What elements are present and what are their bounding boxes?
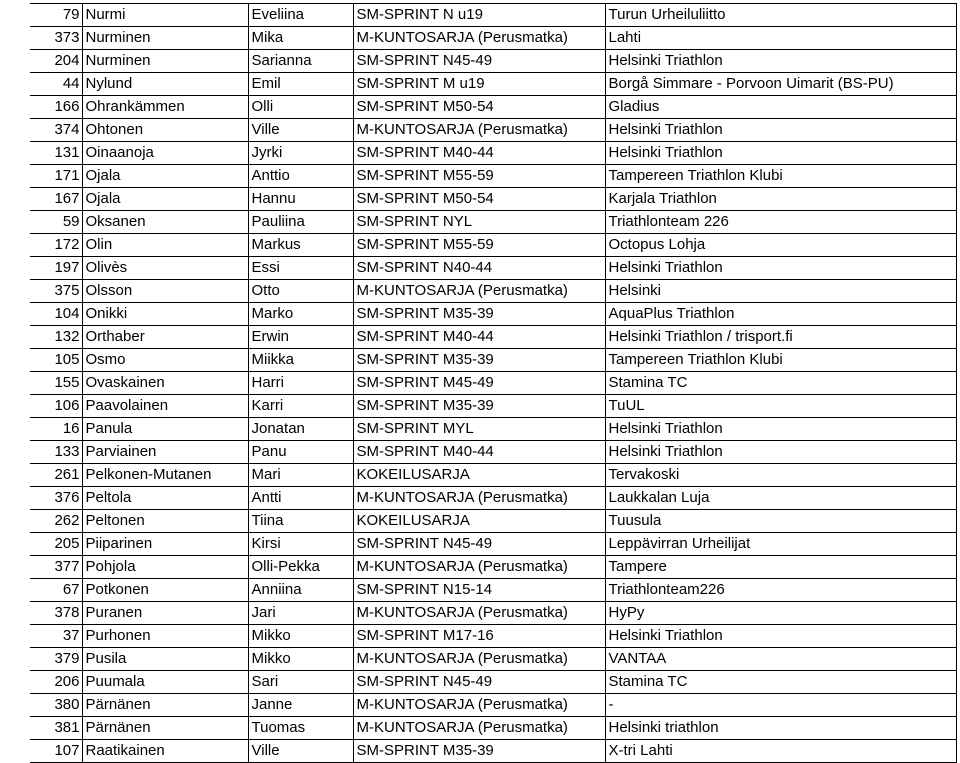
club-cell: Tuusula — [605, 510, 956, 533]
club-cell: Borgå Simmare - Porvoon Uimarit (BS-PU) — [605, 73, 956, 96]
last-name-cell: Ohtonen — [82, 119, 248, 142]
bib-number-cell: 204 — [30, 50, 82, 73]
table-row — [30, 441, 956, 464]
table-row — [30, 73, 956, 96]
bib-number-cell: 172 — [30, 234, 82, 257]
series-cell: M-KUNTOSARJA (Perusmatka) — [353, 27, 605, 50]
last-name-cell: Peltonen — [82, 510, 248, 533]
series-cell: M-KUNTOSARJA (Perusmatka) — [353, 694, 605, 717]
last-name-cell: Puranen — [82, 602, 248, 625]
last-name-cell: Peltola — [82, 487, 248, 510]
series-cell: SM-SPRINT N45-49 — [353, 533, 605, 556]
club-cell: Octopus Lohja — [605, 234, 956, 257]
club-cell: HyPy — [605, 602, 956, 625]
series-cell: M-KUNTOSARJA (Perusmatka) — [353, 487, 605, 510]
series-cell: SM-SPRINT M40-44 — [353, 142, 605, 165]
last-name-cell: Pohjola — [82, 556, 248, 579]
table-row — [30, 533, 956, 556]
bib-number-cell: 132 — [30, 326, 82, 349]
table-row — [30, 717, 956, 740]
first-name-cell: Pauliina — [248, 211, 353, 234]
series-cell: SM-SPRINT M55-59 — [353, 165, 605, 188]
series-cell: M-KUNTOSARJA (Perusmatka) — [353, 717, 605, 740]
bib-number-cell: 374 — [30, 119, 82, 142]
bib-number-cell: 79 — [30, 4, 82, 27]
first-name-cell: Hannu — [248, 188, 353, 211]
first-name-cell: Emil — [248, 73, 353, 96]
club-cell: Triathlonteam 226 — [605, 211, 956, 234]
bib-number-cell: 171 — [30, 165, 82, 188]
series-cell: SM-SPRINT M40-44 — [353, 326, 605, 349]
first-name-cell: Tiina — [248, 510, 353, 533]
last-name-cell: Pusila — [82, 648, 248, 671]
first-name-cell: Jari — [248, 602, 353, 625]
last-name-cell: Ojala — [82, 165, 248, 188]
last-name-cell: Nylund — [82, 73, 248, 96]
bib-number-cell: 261 — [30, 464, 82, 487]
first-name-cell: Mika — [248, 27, 353, 50]
first-name-cell: Panu — [248, 441, 353, 464]
bib-number-cell: 262 — [30, 510, 82, 533]
last-name-cell: Ohrankämmen — [82, 96, 248, 119]
last-name-cell: Piiparinen — [82, 533, 248, 556]
series-cell: SM-SPRINT N u19 — [353, 4, 605, 27]
bib-number-cell: 373 — [30, 27, 82, 50]
club-cell: Helsinki Triathlon — [605, 119, 956, 142]
table-row — [30, 694, 956, 717]
first-name-cell: Anttio — [248, 165, 353, 188]
club-cell: Helsinki Triathlon — [605, 257, 956, 280]
series-cell: SM-SPRINT M35-39 — [353, 349, 605, 372]
last-name-cell: Nurminen — [82, 27, 248, 50]
first-name-cell: Erwin — [248, 326, 353, 349]
first-name-cell: Eveliina — [248, 4, 353, 27]
table-row — [30, 326, 956, 349]
series-cell: SM-SPRINT M17-16 — [353, 625, 605, 648]
last-name-cell: Ojala — [82, 188, 248, 211]
first-name-cell: Karri — [248, 395, 353, 418]
table-row — [30, 257, 956, 280]
bib-number-cell: 381 — [30, 717, 82, 740]
series-cell: M-KUNTOSARJA (Perusmatka) — [353, 556, 605, 579]
table-row — [30, 372, 956, 395]
club-cell: Helsinki Triathlon — [605, 625, 956, 648]
series-cell: M-KUNTOSARJA (Perusmatka) — [353, 602, 605, 625]
first-name-cell: Anniina — [248, 579, 353, 602]
last-name-cell: Olivès — [82, 257, 248, 280]
club-cell: Laukkalan Luja — [605, 487, 956, 510]
first-name-cell: Jonatan — [248, 418, 353, 441]
table-row — [30, 579, 956, 602]
table-row — [30, 188, 956, 211]
bib-number-cell: 67 — [30, 579, 82, 602]
bib-number-cell: 44 — [30, 73, 82, 96]
last-name-cell: Oksanen — [82, 211, 248, 234]
bib-number-cell: 378 — [30, 602, 82, 625]
last-name-cell: Raatikainen — [82, 740, 248, 763]
last-name-cell: Olin — [82, 234, 248, 257]
bib-number-cell: 37 — [30, 625, 82, 648]
club-cell: VANTAA — [605, 648, 956, 671]
table-row — [30, 625, 956, 648]
bib-number-cell: 197 — [30, 257, 82, 280]
first-name-cell: Ville — [248, 740, 353, 763]
club-cell: Helsinki Triathlon — [605, 142, 956, 165]
club-cell: Gladius — [605, 96, 956, 119]
first-name-cell: Jyrki — [248, 142, 353, 165]
bib-number-cell: 59 — [30, 211, 82, 234]
table-row — [30, 671, 956, 694]
club-cell: Leppävirran Urheilijat — [605, 533, 956, 556]
first-name-cell: Kirsi — [248, 533, 353, 556]
bib-number-cell: 105 — [30, 349, 82, 372]
bib-number-cell: 379 — [30, 648, 82, 671]
first-name-cell: Miikka — [248, 349, 353, 372]
club-cell: Stamina TC — [605, 671, 956, 694]
club-cell: Helsinki Triathlon / trisport.fi — [605, 326, 956, 349]
last-name-cell: Olsson — [82, 280, 248, 303]
series-cell: SM-SPRINT N40-44 — [353, 257, 605, 280]
bib-number-cell: 167 — [30, 188, 82, 211]
series-cell: SM-SPRINT M35-39 — [353, 395, 605, 418]
table-row — [30, 418, 956, 441]
bib-number-cell: 133 — [30, 441, 82, 464]
participants-table-body — [30, 4, 956, 763]
first-name-cell: Mari — [248, 464, 353, 487]
table-row — [30, 165, 956, 188]
series-cell: SM-SPRINT M50-54 — [353, 96, 605, 119]
first-name-cell: Tuomas — [248, 717, 353, 740]
series-cell: SM-SPRINT M40-44 — [353, 441, 605, 464]
club-cell: Helsinki Triathlon — [605, 418, 956, 441]
first-name-cell: Sarianna — [248, 50, 353, 73]
club-cell: Tampereen Triathlon Klubi — [605, 349, 956, 372]
last-name-cell: Oinaanoja — [82, 142, 248, 165]
series-cell: SM-SPRINT M35-39 — [353, 740, 605, 763]
last-name-cell: Osmo — [82, 349, 248, 372]
first-name-cell: Olli-Pekka — [248, 556, 353, 579]
first-name-cell: Marko — [248, 303, 353, 326]
first-name-cell: Antti — [248, 487, 353, 510]
club-cell: Tervakoski — [605, 464, 956, 487]
first-name-cell: Mikko — [248, 648, 353, 671]
first-name-cell: Janne — [248, 694, 353, 717]
series-cell: SM-SPRINT M u19 — [353, 73, 605, 96]
bib-number-cell: 104 — [30, 303, 82, 326]
bib-number-cell: 166 — [30, 96, 82, 119]
club-cell: Karjala Triathlon — [605, 188, 956, 211]
table-row — [30, 303, 956, 326]
series-cell: SM-SPRINT NYL — [353, 211, 605, 234]
series-cell: SM-SPRINT MYL — [353, 418, 605, 441]
series-cell: SM-SPRINT N45-49 — [353, 50, 605, 73]
club-cell: - — [605, 694, 956, 717]
first-name-cell: Otto — [248, 280, 353, 303]
last-name-cell: Puumala — [82, 671, 248, 694]
club-cell: Turun Urheiluliitto — [605, 4, 956, 27]
table-row — [30, 119, 956, 142]
table-row — [30, 487, 956, 510]
last-name-cell: Ovaskainen — [82, 372, 248, 395]
table-row — [30, 96, 956, 119]
table-row — [30, 234, 956, 257]
series-cell: M-KUNTOSARJA (Perusmatka) — [353, 648, 605, 671]
bib-number-cell: 205 — [30, 533, 82, 556]
table-row — [30, 50, 956, 73]
bib-number-cell: 377 — [30, 556, 82, 579]
table-row — [30, 142, 956, 165]
last-name-cell: Potkonen — [82, 579, 248, 602]
bib-number-cell: 131 — [30, 142, 82, 165]
last-name-cell: Pärnänen — [82, 717, 248, 740]
club-cell: Lahti — [605, 27, 956, 50]
club-cell: Helsinki triathlon — [605, 717, 956, 740]
bib-number-cell: 206 — [30, 671, 82, 694]
bib-number-cell: 106 — [30, 395, 82, 418]
club-cell: Stamina TC — [605, 372, 956, 395]
first-name-cell: Sari — [248, 671, 353, 694]
last-name-cell: Parviainen — [82, 441, 248, 464]
table-row — [30, 4, 956, 27]
table-row — [30, 648, 956, 671]
bib-number-cell: 107 — [30, 740, 82, 763]
first-name-cell: Ville — [248, 119, 353, 142]
table-row — [30, 27, 956, 50]
last-name-cell: Purhonen — [82, 625, 248, 648]
participants-table — [30, 3, 957, 763]
last-name-cell: Paavolainen — [82, 395, 248, 418]
table-row — [30, 211, 956, 234]
table-row — [30, 280, 956, 303]
club-cell: AquaPlus Triathlon — [605, 303, 956, 326]
series-cell: KOKEILUSARJA — [353, 464, 605, 487]
bib-number-cell: 375 — [30, 280, 82, 303]
first-name-cell: Essi — [248, 257, 353, 280]
bib-number-cell: 155 — [30, 372, 82, 395]
table-row — [30, 740, 956, 763]
series-cell: SM-SPRINT M50-54 — [353, 188, 605, 211]
club-cell: X-tri Lahti — [605, 740, 956, 763]
last-name-cell: Orthaber — [82, 326, 248, 349]
table-row — [30, 395, 956, 418]
bib-number-cell: 380 — [30, 694, 82, 717]
first-name-cell: Harri — [248, 372, 353, 395]
club-cell: Helsinki — [605, 280, 956, 303]
series-cell: KOKEILUSARJA — [353, 510, 605, 533]
last-name-cell: Nurmi — [82, 4, 248, 27]
club-cell: Triathlonteam226 — [605, 579, 956, 602]
series-cell: SM-SPRINT N45-49 — [353, 671, 605, 694]
series-cell: M-KUNTOSARJA (Perusmatka) — [353, 119, 605, 142]
series-cell: M-KUNTOSARJA (Perusmatka) — [353, 280, 605, 303]
last-name-cell: Pelkonen-Mutanen — [82, 464, 248, 487]
first-name-cell: Markus — [248, 234, 353, 257]
table-row — [30, 349, 956, 372]
first-name-cell: Olli — [248, 96, 353, 119]
table-row — [30, 556, 956, 579]
club-cell: Helsinki Triathlon — [605, 441, 956, 464]
table-row — [30, 602, 956, 625]
last-name-cell: Panula — [82, 418, 248, 441]
series-cell: SM-SPRINT M35-39 — [353, 303, 605, 326]
last-name-cell: Nurminen — [82, 50, 248, 73]
series-cell: SM-SPRINT M55-59 — [353, 234, 605, 257]
club-cell: Helsinki Triathlon — [605, 50, 956, 73]
bib-number-cell: 16 — [30, 418, 82, 441]
bib-number-cell: 376 — [30, 487, 82, 510]
series-cell: SM-SPRINT M45-49 — [353, 372, 605, 395]
club-cell: TuUL — [605, 395, 956, 418]
club-cell: Tampereen Triathlon Klubi — [605, 165, 956, 188]
first-name-cell: Mikko — [248, 625, 353, 648]
table-row — [30, 510, 956, 533]
series-cell: SM-SPRINT N15-14 — [353, 579, 605, 602]
last-name-cell: Pärnänen — [82, 694, 248, 717]
club-cell: Tampere — [605, 556, 956, 579]
last-name-cell: Onikki — [82, 303, 248, 326]
table-row — [30, 464, 956, 487]
